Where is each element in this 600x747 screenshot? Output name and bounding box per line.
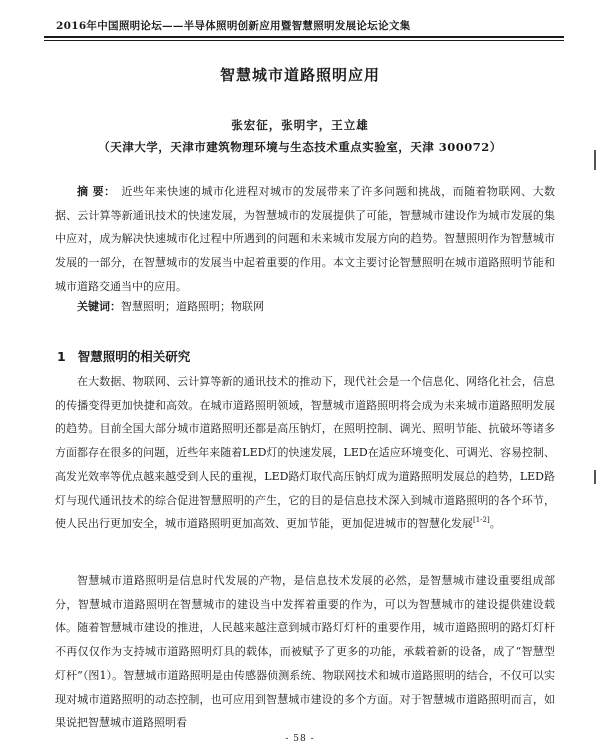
keywords xyxy=(77,298,557,314)
header-rule-thick xyxy=(44,36,564,38)
header-rule-thin xyxy=(44,40,564,41)
paper-authors: 张宏征，张明宇，王立雄 xyxy=(231,118,369,132)
paper-title: 智慧城市道路照明应用 xyxy=(219,66,380,84)
body-paragraph-2: 智慧城市道路照明是信息时代发展的产物，是信息技术发展的必然，是智慧城市建设重要组成部分，智慧城市道路照明在智慧城市的建设当中发挥着重要的作为，可以为智慧城市的建设提供建设载体。随着智慧城市建设的推进，人民越来越注意到城市路灯灯杆的重要作用，城市道路照明的路灯灯杆不再仅仅作为支持城市道路照明灯具的载体，而被赋予了更多的功能，承载着新的设备，成了“智慧型灯杆”（图1）。智慧城市道路照明是由传感器侦测系统、物联网技术和城市道路照明的结合，不仅可以实现对城市道路照明的动态控制，也可应用到智慧城市建设的多个方面。对于智慧城市道路照明而言，如果说把智慧城市道路照明看 xyxy=(55,574,555,730)
section-number: 1 xyxy=(57,349,66,364)
body-paragraph-1 xyxy=(55,370,555,536)
keywords-label: 关键词： xyxy=(77,300,121,313)
page-number: - 58 - xyxy=(285,734,315,744)
keywords-text: 智慧照明；道路照明；物联网 xyxy=(121,300,264,313)
paper-affiliation: （天津大学，天津市建筑物理环境与生态技术重点实验室，天津 300072） xyxy=(98,140,502,154)
abstract xyxy=(55,180,555,299)
abstract-text: 近些年来快速的城市化进程对城市的发展带来了许多问题和挑战，而随着物联网、大数据、云计算等新通讯技术的快速发展，为智慧城市的发展提供了可能，智慧城市建设作为城市发展的集中应对，成为解决快速城市化过程中所遇到的问题和未来城市发展方向的趋势。智慧照明作为智慧城市发展的一部分，在智慧城市的发展当中起着重要的作用。本文主要讨论智慧照明在城市道路照明节能和城市道路交通当中的应用。 xyxy=(55,185,555,293)
section-heading xyxy=(57,347,537,365)
running-head: 2016年中国照明论坛——半导体照明创新应用暨智慧照明发展论坛论文集 xyxy=(56,20,411,32)
scan-edge-mark xyxy=(594,150,596,170)
scan-edge-mark xyxy=(594,470,596,484)
paragraph-1-text: 在大数据、物联网、云计算等新的通讯技术的推动下，现代社会是一个信息化、网络化社会，信息的传播变得更加快捷和高效。在城市道路照明领域，智慧城市道路照明将会成为未来城市道路照明发展的趋势。目前全国大部分城市道路照明还都是高压钠灯，在照明控制、调光、照明节能、抗破坏等诸多方面都存在很多的问题，近些年来随着LED灯的快速发展，LED在适应环境变化、可调光、容易控制、高发光效率等优点越来越受到人民的重视，LED路灯取代高压钠灯成为道路照明发展总的趋势，LED路灯与现代通讯技术的综合促进智慧照明的产生，它的目的是信息技术深入到城市道路照明的各个环节，使人民出行更加安全，城市道路照明更加高效、更加节能，更加促进城市的智慧化发展 xyxy=(55,375,555,531)
section-title: 智慧照明的相关研究 xyxy=(77,349,191,364)
abstract-label: 摘 要： xyxy=(77,185,116,198)
paragraph-1-end: 。 xyxy=(489,517,501,531)
citation-marker: [1-2] xyxy=(473,516,490,525)
